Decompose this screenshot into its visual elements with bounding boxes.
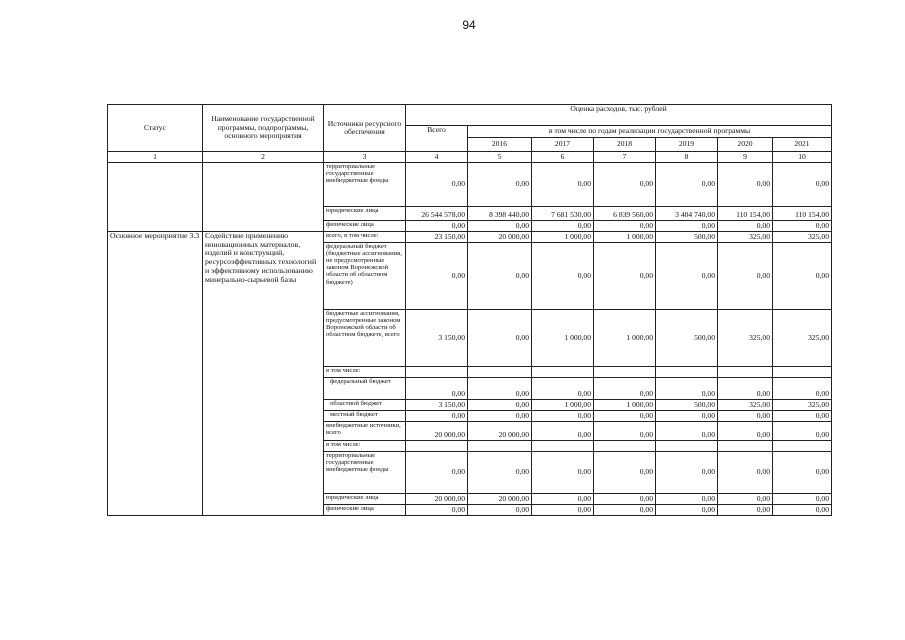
year-value: 0,00 bbox=[594, 505, 656, 516]
year-value: 325,00 bbox=[773, 232, 832, 243]
year-value: 0,00 bbox=[718, 411, 773, 422]
source-label: юридические лица bbox=[324, 207, 406, 221]
empty-status-cell bbox=[108, 163, 203, 232]
page-number: 94 bbox=[462, 18, 476, 32]
year-value: 0,00 bbox=[594, 163, 656, 207]
year-value: 0,00 bbox=[773, 505, 832, 516]
year-value: 0,00 bbox=[656, 221, 718, 232]
year-value: 0,00 bbox=[718, 452, 773, 494]
year-value: 0,00 bbox=[594, 422, 656, 441]
year-value: 0,00 bbox=[594, 452, 656, 494]
year-value: 0,00 bbox=[773, 243, 832, 310]
year-value: 0,00 bbox=[656, 163, 718, 207]
year-value: 0,00 bbox=[718, 494, 773, 505]
year-value: 0,00 bbox=[468, 163, 532, 207]
year-value: 1 000,00 bbox=[532, 310, 594, 367]
header-year-2016: 2016 bbox=[468, 138, 532, 152]
year-value: 1 000,00 bbox=[532, 400, 594, 411]
year-value: 0,00 bbox=[773, 494, 832, 505]
year-value: 7 681 530,00 bbox=[532, 207, 594, 221]
year-value: 0,00 bbox=[718, 422, 773, 441]
header-estimate: Оценка расходов, тыс. рублей bbox=[406, 105, 832, 126]
source-label: всего, в том числе: bbox=[324, 232, 406, 243]
year-value: 20 000,00 bbox=[468, 494, 532, 505]
year-value: 0,00 bbox=[773, 221, 832, 232]
source-label: федеральный бюджет bbox=[324, 378, 406, 400]
year-value: 1 000,00 bbox=[594, 232, 656, 243]
source-label: бюджетные ассигнования, предусмотренные законом Воронежской области об областном бюджете, всего bbox=[324, 310, 406, 367]
year-value: 0,00 bbox=[532, 452, 594, 494]
year-value: 0,00 bbox=[773, 452, 832, 494]
total-value: 0,00 bbox=[406, 243, 468, 310]
total-value: 3 150,00 bbox=[406, 310, 468, 367]
year-value: 0,00 bbox=[773, 163, 832, 207]
year-value: 0,00 bbox=[532, 494, 594, 505]
year-value: 0,00 bbox=[468, 378, 532, 400]
column-number: 2 bbox=[203, 152, 324, 163]
year-value: 325,00 bbox=[718, 232, 773, 243]
year-value: 0,00 bbox=[532, 378, 594, 400]
source-label: внебюджетные источники, всего bbox=[324, 422, 406, 441]
header-status: Статус bbox=[108, 105, 203, 152]
year-value: 0,00 bbox=[773, 411, 832, 422]
year-value: 0,00 bbox=[532, 422, 594, 441]
column-number-row bbox=[108, 152, 832, 163]
column-number: 3 bbox=[324, 152, 406, 163]
year-value: 0,00 bbox=[656, 411, 718, 422]
header-sources: Источники ресурсного обеспечения bbox=[324, 105, 406, 152]
year-value: 0,00 bbox=[773, 422, 832, 441]
header-year-2020: 2020 bbox=[718, 138, 773, 152]
total-value bbox=[406, 441, 468, 452]
column-number: 1 bbox=[108, 152, 203, 163]
empty-name-cell bbox=[203, 163, 324, 232]
source-label: в том числе: bbox=[324, 441, 406, 452]
year-value: 0,00 bbox=[532, 411, 594, 422]
year-value bbox=[532, 367, 594, 378]
year-value bbox=[594, 441, 656, 452]
table-row bbox=[108, 232, 832, 243]
total-value: 23 150,00 bbox=[406, 232, 468, 243]
year-value bbox=[468, 367, 532, 378]
year-value: 0,00 bbox=[718, 221, 773, 232]
year-value bbox=[656, 367, 718, 378]
header-year-2021: 2021 bbox=[773, 138, 832, 152]
year-value: 0,00 bbox=[594, 378, 656, 400]
year-value: 20 000,00 bbox=[468, 422, 532, 441]
year-value: 110 154,00 bbox=[718, 207, 773, 221]
column-number: 5 bbox=[468, 152, 532, 163]
year-value bbox=[718, 367, 773, 378]
year-value: 0,00 bbox=[532, 243, 594, 310]
total-value: 0,00 bbox=[406, 163, 468, 207]
year-value bbox=[773, 441, 832, 452]
year-value: 0,00 bbox=[532, 221, 594, 232]
header-name: Наименование государственной программы, подпрограммы, основного мероприятия bbox=[203, 105, 324, 152]
year-value: 0,00 bbox=[468, 221, 532, 232]
source-label: физические лица bbox=[324, 505, 406, 516]
year-value: 0,00 bbox=[656, 505, 718, 516]
total-value: 20 000,00 bbox=[406, 494, 468, 505]
total-value: 26 544 578,00 bbox=[406, 207, 468, 221]
source-label: юридические лица bbox=[324, 494, 406, 505]
year-value: 0,00 bbox=[718, 378, 773, 400]
total-value: 0,00 bbox=[406, 452, 468, 494]
year-value: 3 404 740,00 bbox=[656, 207, 718, 221]
year-value: 0,00 bbox=[594, 411, 656, 422]
year-value: 500,00 bbox=[656, 232, 718, 243]
header-year-2017: 2017 bbox=[532, 138, 594, 152]
year-value: 20 000,00 bbox=[468, 232, 532, 243]
total-value: 0,00 bbox=[406, 221, 468, 232]
column-number: 9 bbox=[718, 152, 773, 163]
year-value: 0,00 bbox=[718, 163, 773, 207]
year-value: 500,00 bbox=[656, 310, 718, 367]
header-year-2018: 2018 bbox=[594, 138, 656, 152]
year-value: 0,00 bbox=[594, 243, 656, 310]
header-by-year: в том числе по годам реализации государственной программы bbox=[468, 126, 832, 138]
header-total: Всего bbox=[406, 126, 468, 152]
year-value: 0,00 bbox=[656, 378, 718, 400]
column-number: 7 bbox=[594, 152, 656, 163]
year-value: 0,00 bbox=[468, 505, 532, 516]
year-value: 8 398 440,00 bbox=[468, 207, 532, 221]
year-value: 0,00 bbox=[718, 243, 773, 310]
header-year-2019: 2019 bbox=[656, 138, 718, 152]
total-value: 3 150,00 bbox=[406, 400, 468, 411]
year-value: 325,00 bbox=[773, 310, 832, 367]
year-value: 325,00 bbox=[773, 400, 832, 411]
year-value: 0,00 bbox=[656, 452, 718, 494]
year-value bbox=[594, 367, 656, 378]
year-value: 0,00 bbox=[468, 243, 532, 310]
year-value bbox=[468, 441, 532, 452]
year-value: 6 839 560,00 bbox=[594, 207, 656, 221]
year-value: 0,00 bbox=[468, 452, 532, 494]
year-value: 1 000,00 bbox=[594, 310, 656, 367]
year-value: 0,00 bbox=[656, 494, 718, 505]
year-value: 1 000,00 bbox=[532, 232, 594, 243]
source-label: федеральный бюджет (бюджетные ассигнования, не предусмотренные законом Воронежской области об областном бюджете) bbox=[324, 243, 406, 310]
measure-name: Содействие применению инновационных материалов, изделий и конструкций, ресурсоэффективных технологий и эффективному использованию минерально-сырьевой базы bbox=[203, 232, 324, 516]
year-value: 110 154,00 bbox=[773, 207, 832, 221]
year-value: 0,00 bbox=[718, 505, 773, 516]
year-value bbox=[532, 441, 594, 452]
column-number: 10 bbox=[773, 152, 832, 163]
year-value: 0,00 bbox=[773, 378, 832, 400]
source-label: в том числе: bbox=[324, 367, 406, 378]
year-value: 0,00 bbox=[656, 422, 718, 441]
year-value: 0,00 bbox=[656, 243, 718, 310]
year-value: 0,00 bbox=[468, 310, 532, 367]
year-value bbox=[656, 441, 718, 452]
source-label: территориальные государственные внебюджетные фонды bbox=[324, 163, 406, 207]
total-value: 0,00 bbox=[406, 411, 468, 422]
total-value: 0,00 bbox=[406, 378, 468, 400]
year-value: 0,00 bbox=[468, 411, 532, 422]
source-label: территориальные государственные внебюджетные фонды bbox=[324, 452, 406, 494]
total-value bbox=[406, 367, 468, 378]
year-value: 0,00 bbox=[532, 505, 594, 516]
year-value: 1 000,00 bbox=[594, 400, 656, 411]
year-value bbox=[718, 441, 773, 452]
column-number: 4 bbox=[406, 152, 468, 163]
year-value: 325,00 bbox=[718, 400, 773, 411]
column-number: 8 bbox=[656, 152, 718, 163]
table-row bbox=[108, 163, 832, 207]
year-value: 0,00 bbox=[594, 221, 656, 232]
measure-status: Основное мероприятие 3.3 bbox=[108, 232, 203, 516]
year-value: 500,00 bbox=[656, 400, 718, 411]
source-label: областной бюджет bbox=[324, 400, 406, 411]
source-label: физические лица bbox=[324, 221, 406, 232]
year-value bbox=[773, 367, 832, 378]
year-value: 0,00 bbox=[532, 163, 594, 207]
year-value: 0,00 bbox=[468, 400, 532, 411]
year-value: 0,00 bbox=[594, 494, 656, 505]
year-value: 325,00 bbox=[718, 310, 773, 367]
source-label: местный бюджет bbox=[324, 411, 406, 422]
total-value: 0,00 bbox=[406, 505, 468, 516]
column-number: 6 bbox=[532, 152, 594, 163]
total-value: 20 000,00 bbox=[406, 422, 468, 441]
budget-table bbox=[107, 104, 832, 516]
